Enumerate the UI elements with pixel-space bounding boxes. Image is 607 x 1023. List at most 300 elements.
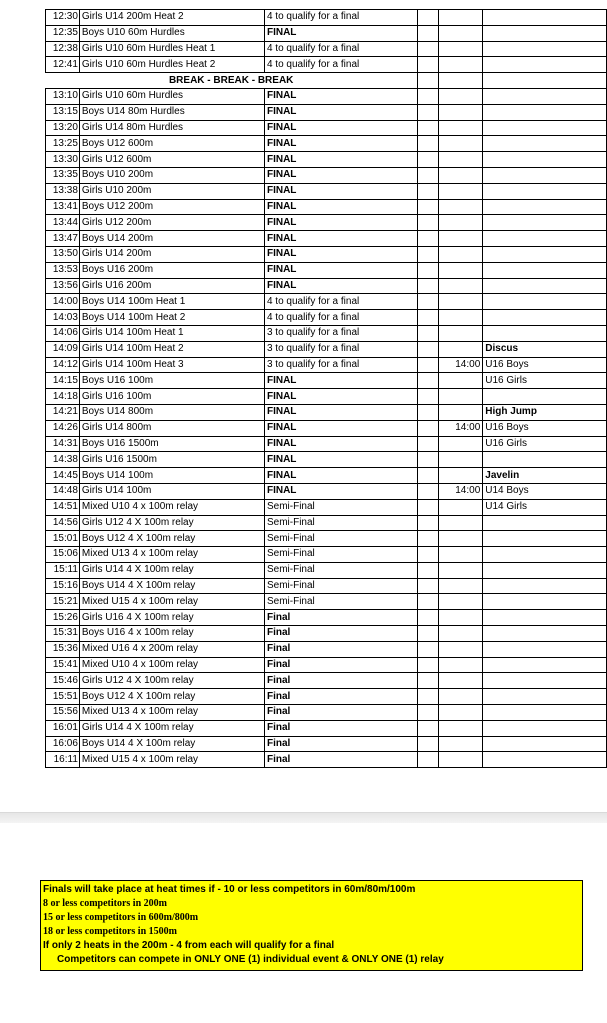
event-name: Boys U10 60m Hurdles (79, 25, 264, 41)
table-row (46, 483, 607, 499)
event-name: Girls U14 800m (79, 420, 264, 436)
field-event-cell (483, 57, 607, 73)
event-status: Final (264, 626, 417, 642)
event-time: 15:41 (46, 657, 80, 673)
field-event-time (438, 10, 483, 26)
table-row (46, 736, 607, 752)
event-name: Girls U14 80m Hurdles (79, 120, 264, 136)
field-event-cell (483, 689, 607, 705)
event-status: Final (264, 705, 417, 721)
field-event-cell (483, 41, 607, 57)
event-name: Girls U16 200m (79, 278, 264, 294)
field-event-time (438, 404, 483, 420)
event-status: FINAL (264, 436, 417, 452)
table-row (46, 104, 607, 120)
empty-cell (417, 10, 438, 26)
event-time: 14:38 (46, 452, 80, 468)
field-event-cell (483, 136, 607, 152)
field-event-title: Discus (483, 341, 607, 357)
table-row (46, 199, 607, 215)
empty-cell (417, 246, 438, 262)
empty-cell (417, 262, 438, 278)
field-event-cell (483, 310, 607, 326)
event-time: 12:41 (46, 57, 80, 73)
field-event-time (438, 641, 483, 657)
event-status: FINAL (264, 183, 417, 199)
table-row (46, 610, 607, 626)
event-name: Girls U10 60m Hurdles Heat 1 (79, 41, 264, 57)
field-event-cell (483, 278, 607, 294)
event-status: Semi-Final (264, 531, 417, 547)
event-name: Girls U14 4 X 100m relay (79, 562, 264, 578)
field-event-time (438, 752, 483, 768)
field-event-time (438, 341, 483, 357)
event-time: 14:26 (46, 420, 80, 436)
event-status: Final (264, 673, 417, 689)
field-event-time (438, 246, 483, 262)
field-event-cell (483, 231, 607, 247)
table-row (46, 705, 607, 721)
field-event-cell (483, 673, 607, 689)
empty-cell (417, 341, 438, 357)
empty-cell (417, 41, 438, 57)
event-time: 15:36 (46, 641, 80, 657)
table-row (46, 183, 607, 199)
event-time: 14:56 (46, 515, 80, 531)
event-status: Final (264, 720, 417, 736)
empty-cell (417, 404, 438, 420)
event-status: Final (264, 641, 417, 657)
event-status: FINAL (264, 262, 417, 278)
event-status: 3 to qualify for a final (264, 325, 417, 341)
empty-cell (417, 420, 438, 436)
empty-cell (417, 104, 438, 120)
event-time: 12:35 (46, 25, 80, 41)
event-time: 14:15 (46, 373, 80, 389)
table-row (46, 167, 607, 183)
event-name: Girls U12 4 X 100m relay (79, 515, 264, 531)
event-time: 13:15 (46, 104, 80, 120)
event-time: 13:47 (46, 231, 80, 247)
field-event-time (438, 310, 483, 326)
event-status: 4 to qualify for a final (264, 10, 417, 26)
event-name: Mixed U13 4 x 100m relay (79, 547, 264, 563)
event-name: Boys U14 80m Hurdles (79, 104, 264, 120)
empty-cell (417, 720, 438, 736)
empty-cell (417, 436, 438, 452)
event-time: 13:41 (46, 199, 80, 215)
event-time: 15:46 (46, 673, 80, 689)
field-event-cell (483, 25, 607, 41)
event-status: Semi-Final (264, 562, 417, 578)
empty-cell (417, 373, 438, 389)
event-status: Semi-Final (264, 499, 417, 515)
table-row (46, 294, 607, 310)
table-row (46, 515, 607, 531)
table-row (46, 531, 607, 547)
table-row (46, 594, 607, 610)
event-name: Boys U12 600m (79, 136, 264, 152)
page-divider (0, 812, 607, 823)
field-event-cell (483, 325, 607, 341)
field-event-time (438, 199, 483, 215)
event-name: Girls U16 1500m (79, 452, 264, 468)
field-event-cell (483, 167, 607, 183)
event-time: 13:30 (46, 152, 80, 168)
event-time: 13:38 (46, 183, 80, 199)
notes-line: 15 or less competitors in 600m/800m (43, 912, 199, 923)
field-event-time (438, 57, 483, 73)
empty-cell (417, 389, 438, 405)
event-time: 16:06 (46, 736, 80, 752)
field-event-cell (483, 657, 607, 673)
event-name: Girls U10 200m (79, 183, 264, 199)
field-event-group: U14 Boys (483, 483, 607, 499)
field-event-time (438, 531, 483, 547)
field-event-time (438, 104, 483, 120)
field-event-time (438, 183, 483, 199)
empty-cell (417, 673, 438, 689)
event-name: Boys U16 100m (79, 373, 264, 389)
event-name: Mixed U15 4 x 100m relay (79, 594, 264, 610)
event-time: 15:51 (46, 689, 80, 705)
empty-cell (417, 547, 438, 563)
event-status: Final (264, 689, 417, 705)
event-name: Girls U16 4 X 100m relay (79, 610, 264, 626)
empty-cell (417, 578, 438, 594)
event-status: Final (264, 657, 417, 673)
table-row (46, 420, 607, 436)
event-name: Boys U14 200m (79, 231, 264, 247)
event-status: 4 to qualify for a final (264, 294, 417, 310)
notes-line: Competitors can compete in ONLY ONE (1) individual event & ONLY ONE (1) relay (57, 954, 444, 965)
empty-cell (417, 594, 438, 610)
table-row (46, 657, 607, 673)
event-name: Boys U10 200m (79, 167, 264, 183)
event-status: 4 to qualify for a final (264, 41, 417, 57)
field-event-time: 14:00 (438, 483, 483, 499)
event-name: Boys U12 4 X 100m relay (79, 531, 264, 547)
field-event-group: U16 Girls (483, 373, 607, 389)
event-time: 14:31 (46, 436, 80, 452)
event-time: 13:20 (46, 120, 80, 136)
field-event-cell (483, 183, 607, 199)
empty-cell (417, 736, 438, 752)
event-name: Girls U14 4 X 100m relay (79, 720, 264, 736)
event-name: Girls U12 600m (79, 152, 264, 168)
event-name: Boys U16 4 x 100m relay (79, 626, 264, 642)
event-time: 14:09 (46, 341, 80, 357)
event-name: Girls U16 100m (79, 389, 264, 405)
field-event-time (438, 562, 483, 578)
field-event-time (438, 294, 483, 310)
field-event-cell (483, 88, 607, 104)
event-time: 14:45 (46, 468, 80, 484)
field-event-group: U14 Girls (483, 499, 607, 515)
table-row (46, 88, 607, 104)
table-row (46, 262, 607, 278)
empty-cell (417, 57, 438, 73)
event-name: Boys U12 4 X 100m relay (79, 689, 264, 705)
empty-cell (417, 294, 438, 310)
event-time: 12:38 (46, 41, 80, 57)
field-event-cell (483, 389, 607, 405)
field-event-title: High Jump (483, 404, 607, 420)
event-time: 14:21 (46, 404, 80, 420)
table-row (46, 452, 607, 468)
event-time: 13:35 (46, 167, 80, 183)
table-row (46, 310, 607, 326)
field-event-time (438, 689, 483, 705)
notes-line: 18 or less competitors in 1500m (43, 926, 177, 937)
event-name: Girls U14 200m Heat 2 (79, 10, 264, 26)
schedule-table (45, 9, 607, 768)
event-name: Boys U14 4 X 100m relay (79, 736, 264, 752)
empty-cell (483, 73, 607, 89)
event-name: Boys U14 100m (79, 468, 264, 484)
event-time: 15:11 (46, 562, 80, 578)
field-event-time: 14:00 (438, 357, 483, 373)
field-event-time (438, 720, 483, 736)
event-time: 13:25 (46, 136, 80, 152)
notes-line: 8 or less competitors in 200m (43, 898, 167, 909)
field-event-time (438, 436, 483, 452)
table-row (46, 389, 607, 405)
empty-cell (417, 88, 438, 104)
event-status: FINAL (264, 199, 417, 215)
event-name: Mixed U13 4 x 100m relay (79, 705, 264, 721)
table-row (46, 231, 607, 247)
field-event-time (438, 452, 483, 468)
field-event-time (438, 167, 483, 183)
event-status: FINAL (264, 468, 417, 484)
field-event-cell (483, 562, 607, 578)
table-row (46, 341, 607, 357)
event-name: Girls U12 4 X 100m relay (79, 673, 264, 689)
field-event-title: Javelin (483, 468, 607, 484)
empty-cell (417, 626, 438, 642)
event-name: Boys U12 200m (79, 199, 264, 215)
event-name: Mixed U16 4 x 200m relay (79, 641, 264, 657)
field-event-time (438, 88, 483, 104)
event-time: 13:44 (46, 215, 80, 231)
field-event-cell (483, 547, 607, 563)
field-event-cell (483, 641, 607, 657)
event-status: Semi-Final (264, 594, 417, 610)
table-row (46, 468, 607, 484)
empty-cell (417, 167, 438, 183)
table-row (46, 499, 607, 515)
event-status: Final (264, 610, 417, 626)
event-status: FINAL (264, 152, 417, 168)
empty-cell (417, 231, 438, 247)
field-event-time (438, 468, 483, 484)
field-event-time (438, 705, 483, 721)
event-name: Mixed U10 4 x 100m relay (79, 499, 264, 515)
table-row (46, 325, 607, 341)
event-time: 13:10 (46, 88, 80, 104)
table-row (46, 562, 607, 578)
table-row (46, 25, 607, 41)
empty-cell (417, 278, 438, 294)
event-name: Girls U10 60m Hurdles (79, 88, 264, 104)
field-event-time (438, 373, 483, 389)
field-event-time (438, 25, 483, 41)
event-status: FINAL (264, 88, 417, 104)
table-row (46, 373, 607, 389)
field-event-group: U16 Boys (483, 420, 607, 436)
event-time: 15:16 (46, 578, 80, 594)
event-time: 14:48 (46, 483, 80, 499)
event-name: Boys U14 100m Heat 2 (79, 310, 264, 326)
event-status: 4 to qualify for a final (264, 57, 417, 73)
field-event-time (438, 673, 483, 689)
table-row (46, 626, 607, 642)
empty-cell (417, 483, 438, 499)
table-row (46, 641, 607, 657)
table-row (46, 547, 607, 563)
event-status: Final (264, 736, 417, 752)
event-time: 15:06 (46, 547, 80, 563)
event-status: Semi-Final (264, 547, 417, 563)
event-status: FINAL (264, 246, 417, 262)
empty-cell (417, 468, 438, 484)
field-event-time: 14:00 (438, 420, 483, 436)
field-event-time (438, 215, 483, 231)
event-name: Boys U14 800m (79, 404, 264, 420)
field-event-cell (483, 262, 607, 278)
table-row (46, 215, 607, 231)
event-status: FINAL (264, 373, 417, 389)
event-status: FINAL (264, 215, 417, 231)
field-event-time (438, 610, 483, 626)
field-event-time (438, 262, 483, 278)
empty-cell (417, 183, 438, 199)
field-event-time (438, 136, 483, 152)
event-status: FINAL (264, 452, 417, 468)
event-name: Boys U16 1500m (79, 436, 264, 452)
field-event-time (438, 152, 483, 168)
field-event-cell (483, 452, 607, 468)
event-time: 14:03 (46, 310, 80, 326)
event-name: Boys U16 200m (79, 262, 264, 278)
table-row (46, 357, 607, 373)
empty-cell (417, 657, 438, 673)
empty-cell (417, 136, 438, 152)
empty-cell (417, 452, 438, 468)
event-status: 3 to qualify for a final (264, 357, 417, 373)
field-event-time (438, 626, 483, 642)
event-status: FINAL (264, 104, 417, 120)
table-row (46, 689, 607, 705)
event-time: 15:31 (46, 626, 80, 642)
event-time: 14:18 (46, 389, 80, 405)
field-event-time (438, 547, 483, 563)
empty-cell (417, 215, 438, 231)
table-row (46, 10, 607, 26)
event-time: 14:00 (46, 294, 80, 310)
event-name: Mixed U10 4 x 100m relay (79, 657, 264, 673)
event-time: 12:30 (46, 10, 80, 26)
field-event-cell (483, 10, 607, 26)
event-time: 15:01 (46, 531, 80, 547)
empty-cell (417, 562, 438, 578)
empty-cell (417, 25, 438, 41)
break-label: BREAK - BREAK - BREAK (168, 74, 294, 86)
event-name: Girls U14 200m (79, 246, 264, 262)
event-status: FINAL (264, 278, 417, 294)
field-event-time (438, 389, 483, 405)
event-name: Boys U14 4 X 100m relay (79, 578, 264, 594)
event-name: Girls U10 60m Hurdles Heat 2 (79, 57, 264, 73)
field-event-cell (483, 104, 607, 120)
field-event-time (438, 120, 483, 136)
empty-cell (417, 752, 438, 768)
table-row (46, 752, 607, 768)
event-time: 15:21 (46, 594, 80, 610)
field-event-cell (483, 120, 607, 136)
event-name: Girls U14 100m Heat 3 (79, 357, 264, 373)
field-event-time (438, 594, 483, 610)
event-status: FINAL (264, 136, 417, 152)
field-event-group: U16 Boys (483, 357, 607, 373)
field-event-cell (483, 152, 607, 168)
table-row (46, 120, 607, 136)
field-event-cell (483, 578, 607, 594)
table-row (46, 436, 607, 452)
field-event-time (438, 41, 483, 57)
field-event-cell (483, 515, 607, 531)
event-name: Girls U14 100m (79, 483, 264, 499)
field-event-time (438, 231, 483, 247)
event-time: 13:53 (46, 262, 80, 278)
field-event-cell (483, 531, 607, 547)
event-status: Final (264, 752, 417, 768)
field-event-time (438, 515, 483, 531)
field-event-cell (483, 626, 607, 642)
event-status: Semi-Final (264, 578, 417, 594)
event-name: Mixed U15 4 x 100m relay (79, 752, 264, 768)
field-event-cell (483, 736, 607, 752)
field-event-cell (483, 705, 607, 721)
field-event-time (438, 325, 483, 341)
table-row (46, 246, 607, 262)
empty-cell (417, 689, 438, 705)
event-time: 16:11 (46, 752, 80, 768)
table-row (46, 673, 607, 689)
event-time: 14:51 (46, 499, 80, 515)
field-event-cell (483, 752, 607, 768)
empty-cell (417, 499, 438, 515)
notes-line: If only 2 heats in the 200m - 4 from each will qualify for a final (43, 940, 335, 951)
event-status: FINAL (264, 404, 417, 420)
table-row (46, 720, 607, 736)
event-status: FINAL (264, 167, 417, 183)
event-status: FINAL (264, 231, 417, 247)
table-row (46, 578, 607, 594)
empty-cell (417, 641, 438, 657)
event-time: 13:50 (46, 246, 80, 262)
empty-cell (417, 310, 438, 326)
field-event-time (438, 578, 483, 594)
table-row (46, 152, 607, 168)
event-status: 3 to qualify for a final (264, 341, 417, 357)
event-time: 15:56 (46, 705, 80, 721)
rules-notes-box (40, 880, 583, 971)
table-row (46, 404, 607, 420)
event-name: Girls U14 100m Heat 1 (79, 325, 264, 341)
empty-cell (417, 531, 438, 547)
